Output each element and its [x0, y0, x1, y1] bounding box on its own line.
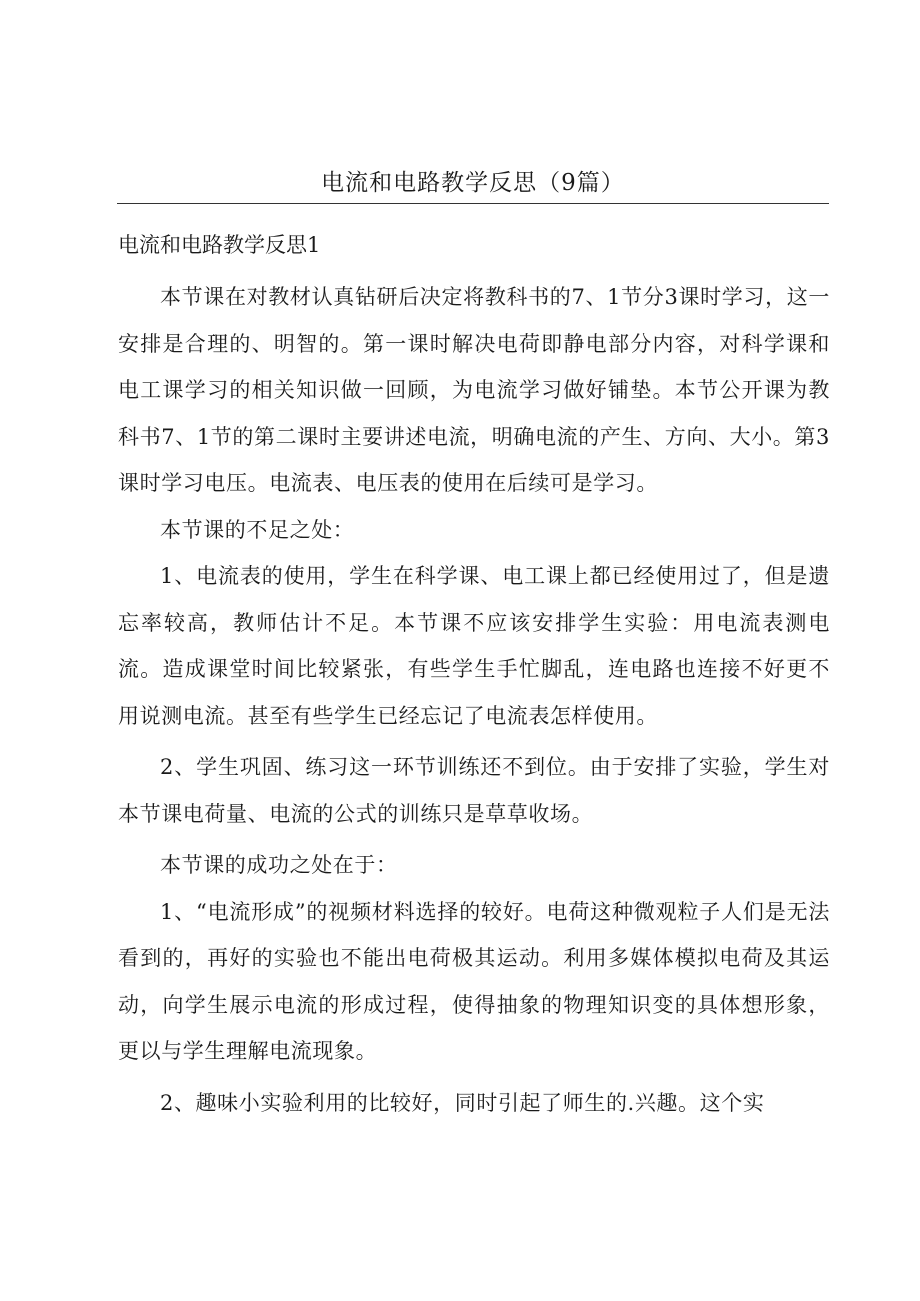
paragraph-shortcoming-2: 2、学生巩固、练习这一环节训练还不到位。由于安排了实验，学生对本节课电荷量、电流的公式的训练只是草草收场。	[118, 755, 830, 826]
document-title: 电流和电路教学反思（9篇）	[321, 170, 625, 196]
section-heading: 电流和电路教学反思1	[118, 233, 321, 257]
paragraph-success-2: 2、趣味小实验利用的比较好，同时引起了师生的.兴趣。这个实	[160, 1090, 765, 1115]
document-body	[118, 274, 830, 1126]
paragraph-shortcomings-heading: 本节课的不足之处：	[160, 517, 355, 542]
paragraph-successes-heading: 本节课的成功之处在于：	[160, 853, 398, 877]
paragraph-success-1: 1、“电流形成”的视频材料选择的较好。电荷这种微观粒子人们是无法看到的，再好的实验也不能出电荷极其运动。利用多媒体模拟电荷及其运动，向学生展示电流的形成过程，使得抽象的物理知识变的具体想形象，更以与学生理解电流现象。	[118, 899, 830, 1063]
title-divider	[117, 203, 829, 204]
paragraph-shortcoming-1: 1、电流表的使用，学生在科学课、电工课上都已经使用过了，但是遗忘率较高，教师估计不足。本节课不应该安排学生实验：用电流表测电流。造成课堂时间比较紧张，有些学生手忙脚乱，连电路也连接不好更不用说测电流。甚至有些学生已经忘记了电流表怎样使用。	[118, 564, 830, 728]
paragraph-intro: 本节课在对教材认真钻研后决定将教科书的7、1节分3课时学习，这一安排是合理的、明智的。第一课时解决电荷即静电部分内容，对科学课和电工课学习的相关知识做一回顾，为电流学习做好铺垫。本节公开课为教科书7、1节的第二课时主要讲述电流，明确电流的产生、方向、大小。第3课时学习电压。电流表、电压表的使用在后续可是学习。	[118, 285, 830, 495]
